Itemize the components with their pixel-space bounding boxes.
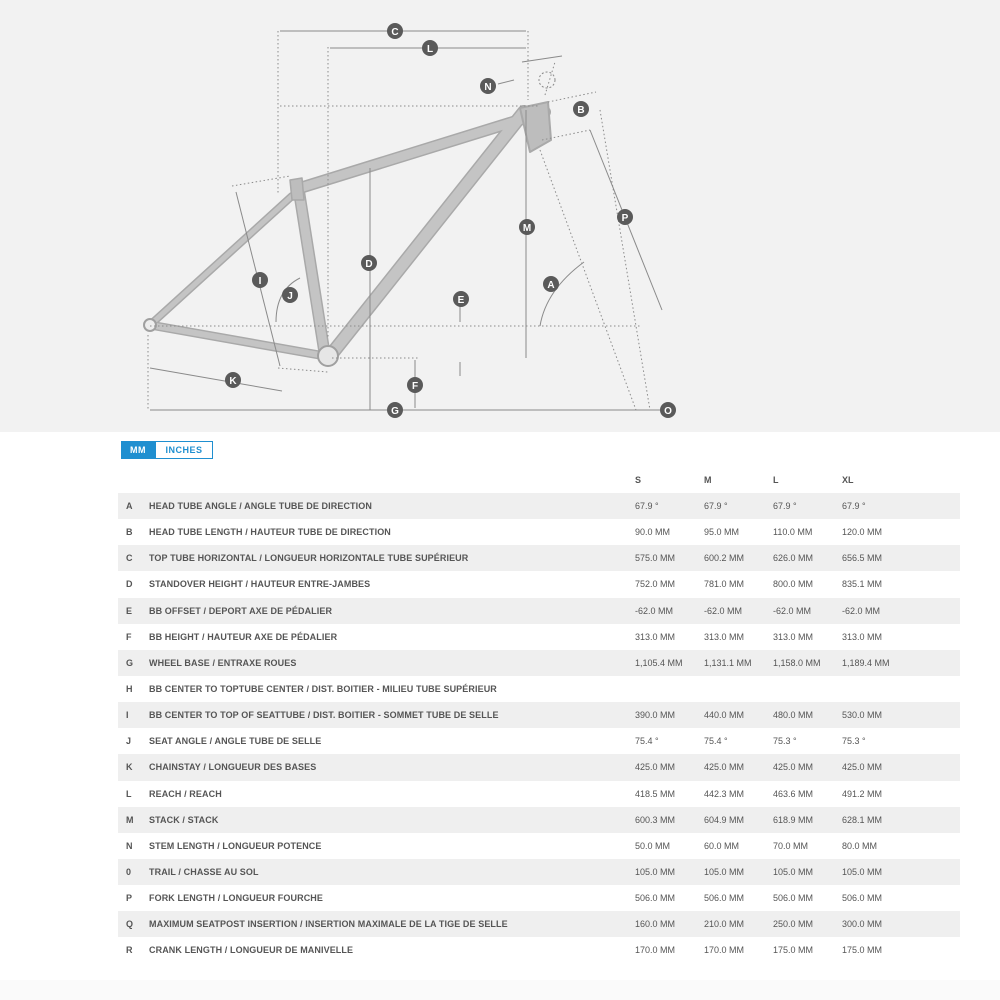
row-letter: R bbox=[118, 937, 149, 963]
marker-k-icon bbox=[225, 372, 241, 388]
row-value-s: 90.0 MM bbox=[635, 519, 704, 545]
row-value-l: 313.0 MM bbox=[773, 624, 842, 650]
row-measurement-name: HEAD TUBE LENGTH / HAUTEUR TUBE DE DIRECTION bbox=[149, 519, 635, 545]
row-value-s: 75.4 ° bbox=[635, 728, 704, 754]
marker-l-icon bbox=[422, 40, 438, 56]
dimension-lines bbox=[148, 31, 662, 410]
row-value-m: 170.0 MM bbox=[704, 937, 773, 963]
marker-o-icon bbox=[660, 402, 676, 418]
size-header-row bbox=[118, 472, 960, 490]
row-letter: 0 bbox=[118, 859, 149, 885]
row-measurement-name: SEAT ANGLE / ANGLE TUBE DE SELLE bbox=[149, 728, 635, 754]
row-value-xl: 80.0 MM bbox=[842, 833, 960, 859]
row-value-l: 425.0 MM bbox=[773, 754, 842, 780]
marker-j-icon bbox=[282, 287, 298, 303]
row-value-xl: 530.0 MM bbox=[842, 702, 960, 728]
table-row bbox=[118, 650, 960, 676]
table-row bbox=[118, 728, 960, 754]
row-value-l bbox=[773, 676, 842, 702]
row-value-m bbox=[704, 676, 773, 702]
row-measurement-name: BB OFFSET / DEPORT AXE DE PÉDALIER bbox=[149, 598, 635, 624]
marker-d-icon bbox=[361, 255, 377, 271]
size-header-s: S bbox=[635, 475, 642, 485]
table-row bbox=[118, 519, 960, 545]
row-value-m: 425.0 MM bbox=[704, 754, 773, 780]
row-value-m: 75.4 ° bbox=[704, 728, 773, 754]
row-value-l: 618.9 MM bbox=[773, 807, 842, 833]
table-row bbox=[118, 859, 960, 885]
marker-n-icon bbox=[480, 78, 496, 94]
marker-f-icon bbox=[407, 377, 423, 393]
row-value-xl: 105.0 MM bbox=[842, 859, 960, 885]
svg-text:O: O bbox=[664, 406, 672, 417]
row-letter: J bbox=[118, 728, 149, 754]
row-value-s: 418.5 MM bbox=[635, 781, 704, 807]
row-value-m: 781.0 MM bbox=[704, 571, 773, 597]
row-measurement-name: WHEEL BASE / ENTRAXE ROUES bbox=[149, 650, 635, 676]
row-value-l: 463.6 MM bbox=[773, 781, 842, 807]
row-measurement-name: BB HEIGHT / HAUTEUR AXE DE PÉDALIER bbox=[149, 624, 635, 650]
table-row bbox=[118, 545, 960, 571]
row-measurement-name: CRANK LENGTH / LONGUEUR DE MANIVELLE bbox=[149, 937, 635, 963]
svg-text:M: M bbox=[522, 223, 532, 234]
row-value-s: 600.3 MM bbox=[635, 807, 704, 833]
marker-c-icon bbox=[387, 23, 403, 39]
row-measurement-name: BB CENTER TO TOPTUBE CENTER / DIST. BOITIER - MILIEU TUBE SUPÉRIEUR bbox=[149, 676, 635, 702]
svg-text:E: E bbox=[457, 295, 465, 306]
row-value-l: 75.3 ° bbox=[773, 728, 842, 754]
geometry-diagram bbox=[0, 0, 1000, 432]
row-value-xl: -62.0 MM bbox=[842, 598, 960, 624]
row-measurement-name: MAXIMUM SEATPOST INSERTION / INSERTION MAXIMALE DE LA TIGE DE SELLE bbox=[149, 911, 635, 937]
row-value-xl: 313.0 MM bbox=[842, 624, 960, 650]
svg-text:N: N bbox=[484, 82, 492, 93]
bottom-strip bbox=[0, 980, 1000, 1000]
marker-i-icon bbox=[252, 272, 268, 288]
row-value-l: 626.0 MM bbox=[773, 545, 842, 571]
svg-text:B: B bbox=[577, 105, 585, 116]
row-letter: N bbox=[118, 833, 149, 859]
row-value-m: 105.0 MM bbox=[704, 859, 773, 885]
row-measurement-name: TRAIL / CHASSE AU SOL bbox=[149, 859, 635, 885]
row-value-s: 105.0 MM bbox=[635, 859, 704, 885]
row-value-l: 506.0 MM bbox=[773, 885, 842, 911]
svg-text:G: G bbox=[391, 406, 399, 417]
row-measurement-name: REACH / REACH bbox=[149, 781, 635, 807]
row-value-l: 250.0 MM bbox=[773, 911, 842, 937]
row-value-xl: 425.0 MM bbox=[842, 754, 960, 780]
row-value-l: 105.0 MM bbox=[773, 859, 842, 885]
table-row bbox=[118, 833, 960, 859]
row-letter: Q bbox=[118, 911, 149, 937]
mm-button[interactable]: MM bbox=[121, 441, 155, 459]
row-letter: D bbox=[118, 571, 149, 597]
row-value-s: 506.0 MM bbox=[635, 885, 704, 911]
row-value-m: 506.0 MM bbox=[704, 885, 773, 911]
geometry-table bbox=[118, 493, 960, 964]
row-value-l: 1,158.0 MM bbox=[773, 650, 842, 676]
row-value-l: 480.0 MM bbox=[773, 702, 842, 728]
row-letter: B bbox=[118, 519, 149, 545]
row-value-l: 70.0 MM bbox=[773, 833, 842, 859]
row-value-l: 110.0 MM bbox=[773, 519, 842, 545]
row-value-xl: 75.3 ° bbox=[842, 728, 960, 754]
row-measurement-name: TOP TUBE HORIZONTAL / LONGUEUR HORIZONTALE TUBE SUPÉRIEUR bbox=[149, 545, 635, 571]
row-value-xl: 1,189.4 MM bbox=[842, 650, 960, 676]
table-row bbox=[118, 937, 960, 963]
row-value-l: -62.0 MM bbox=[773, 598, 842, 624]
row-value-xl: 300.0 MM bbox=[842, 911, 960, 937]
row-value-m: 210.0 MM bbox=[704, 911, 773, 937]
row-letter: F bbox=[118, 624, 149, 650]
table-row bbox=[118, 624, 960, 650]
row-letter: C bbox=[118, 545, 149, 571]
row-letter: A bbox=[118, 493, 149, 519]
row-letter: I bbox=[118, 702, 149, 728]
row-value-s: 390.0 MM bbox=[635, 702, 704, 728]
row-value-s: 50.0 MM bbox=[635, 833, 704, 859]
table-row bbox=[118, 911, 960, 937]
row-letter: P bbox=[118, 885, 149, 911]
table-row bbox=[118, 781, 960, 807]
row-value-xl bbox=[842, 676, 960, 702]
size-header-xl: XL bbox=[842, 475, 854, 485]
marker-b-icon bbox=[573, 101, 589, 117]
row-value-m: 67.9 ° bbox=[704, 493, 773, 519]
row-value-m: 442.3 MM bbox=[704, 781, 773, 807]
row-value-m: 60.0 MM bbox=[704, 833, 773, 859]
table-row bbox=[118, 807, 960, 833]
row-value-xl: 628.1 MM bbox=[842, 807, 960, 833]
svg-text:F: F bbox=[411, 381, 419, 392]
row-measurement-name: HEAD TUBE ANGLE / ANGLE TUBE DE DIRECTION bbox=[149, 493, 635, 519]
svg-text:I: I bbox=[258, 276, 262, 287]
row-letter: L bbox=[118, 781, 149, 807]
marker-p-icon bbox=[617, 209, 633, 225]
row-value-s: 160.0 MM bbox=[635, 911, 704, 937]
row-measurement-name: CHAINSTAY / LONGUEUR DES BASES bbox=[149, 754, 635, 780]
table-row bbox=[118, 493, 960, 519]
svg-text:K: K bbox=[229, 376, 237, 387]
table-row bbox=[118, 702, 960, 728]
marker-a-icon bbox=[543, 276, 559, 292]
size-header-l: L bbox=[773, 475, 779, 485]
row-value-s: 425.0 MM bbox=[635, 754, 704, 780]
marker-m-icon bbox=[519, 219, 535, 235]
row-value-s: 752.0 MM bbox=[635, 571, 704, 597]
row-measurement-name: STACK / STACK bbox=[149, 807, 635, 833]
row-value-m: 604.9 MM bbox=[704, 807, 773, 833]
row-value-s: 575.0 MM bbox=[635, 545, 704, 571]
marker-e-icon bbox=[453, 291, 469, 307]
row-measurement-name: BB CENTER TO TOP OF SEATTUBE / DIST. BOITIER - SOMMET TUBE DE SELLE bbox=[149, 702, 635, 728]
row-value-m: 313.0 MM bbox=[704, 624, 773, 650]
row-value-s: 313.0 MM bbox=[635, 624, 704, 650]
svg-text:A: A bbox=[547, 280, 555, 291]
row-value-s: 1,105.4 MM bbox=[635, 650, 704, 676]
row-value-m: 600.2 MM bbox=[704, 545, 773, 571]
row-letter: G bbox=[118, 650, 149, 676]
table-row bbox=[118, 676, 960, 702]
row-value-l: 800.0 MM bbox=[773, 571, 842, 597]
row-value-xl: 656.5 MM bbox=[842, 545, 960, 571]
row-measurement-name: STEM LENGTH / LONGUEUR POTENCE bbox=[149, 833, 635, 859]
row-letter: E bbox=[118, 598, 149, 624]
row-value-l: 67.9 ° bbox=[773, 493, 842, 519]
svg-text:D: D bbox=[365, 259, 373, 270]
svg-text:P: P bbox=[621, 213, 629, 224]
row-value-xl: 491.2 MM bbox=[842, 781, 960, 807]
row-value-l: 175.0 MM bbox=[773, 937, 842, 963]
frame-diagram-svg bbox=[0, 0, 1000, 432]
row-value-s: 170.0 MM bbox=[635, 937, 704, 963]
row-value-m: 1,131.1 MM bbox=[704, 650, 773, 676]
row-value-m: -62.0 MM bbox=[704, 598, 773, 624]
row-letter: M bbox=[118, 807, 149, 833]
row-measurement-name: FORK LENGTH / LONGUEUR FOURCHE bbox=[149, 885, 635, 911]
row-value-s: -62.0 MM bbox=[635, 598, 704, 624]
unit-toggle bbox=[121, 441, 213, 459]
dimension-markers bbox=[225, 23, 676, 418]
row-value-xl: 67.9 ° bbox=[842, 493, 960, 519]
row-value-m: 95.0 MM bbox=[704, 519, 773, 545]
svg-text:J: J bbox=[287, 291, 293, 302]
table-row bbox=[118, 754, 960, 780]
row-value-xl: 506.0 MM bbox=[842, 885, 960, 911]
marker-g-icon bbox=[387, 402, 403, 418]
row-value-xl: 175.0 MM bbox=[842, 937, 960, 963]
row-value-s: 67.9 ° bbox=[635, 493, 704, 519]
table-row bbox=[118, 571, 960, 597]
inches-button[interactable]: INCHES bbox=[155, 441, 213, 459]
row-value-xl: 120.0 MM bbox=[842, 519, 960, 545]
row-value-m: 440.0 MM bbox=[704, 702, 773, 728]
svg-text:C: C bbox=[391, 27, 399, 38]
row-value-xl: 835.1 MM bbox=[842, 571, 960, 597]
svg-text:L: L bbox=[426, 44, 434, 55]
size-header-m: M bbox=[704, 475, 712, 485]
table-row bbox=[118, 885, 960, 911]
table-row bbox=[118, 598, 960, 624]
row-letter: K bbox=[118, 754, 149, 780]
row-measurement-name: STANDOVER HEIGHT / HAUTEUR ENTRE-JAMBES bbox=[149, 571, 635, 597]
row-letter: H bbox=[118, 676, 149, 702]
row-value-s bbox=[635, 676, 704, 702]
